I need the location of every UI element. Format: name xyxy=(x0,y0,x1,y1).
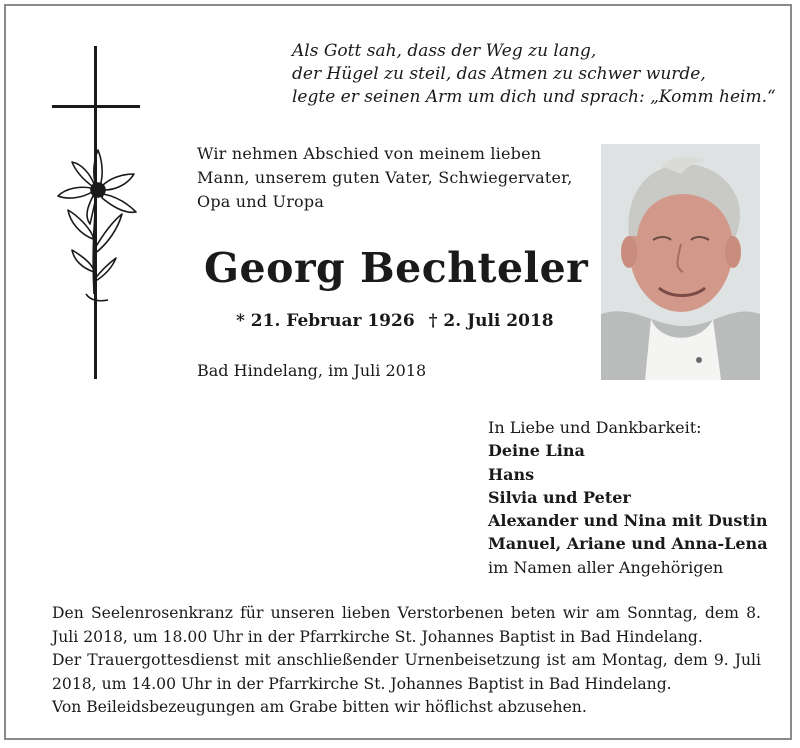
portrait-photo xyxy=(601,144,760,380)
obituary-frame xyxy=(4,4,792,740)
service-notice xyxy=(52,602,761,720)
cross-horizontal-bar xyxy=(52,105,140,108)
mourner-name: Alexander und Nina mit Dustin xyxy=(488,511,768,531)
death-date: † 2. Juli 2018 xyxy=(428,311,554,331)
mourners-list xyxy=(488,416,788,579)
mourner-name: Silvia und Peter xyxy=(488,487,631,507)
mourner-name: Manuel, Ariane und Anna-Lena xyxy=(488,534,768,554)
place-and-date: Bad Hindelang, im Juli 2018 xyxy=(197,361,427,380)
birth-date: * 21. Februar 1926 xyxy=(236,311,415,331)
condolence-notice: Von Beileidsbezeugungen am Grabe bitten wir höflichst abzusehen. xyxy=(52,698,587,717)
farewell-line: Wir nehmen Abschied von meinem lieben xyxy=(197,144,542,163)
mourner-name: Hans xyxy=(488,464,535,484)
poem xyxy=(292,40,776,109)
mourners-intro: In Liebe und Dankbarkeit: xyxy=(488,418,702,437)
rosary-notice: Den Seelenrosenkranz für unseren lieben Verstorbenen beten wir am Sonntag, dem 8. Juli 2018, um 18.00 Uhr in der Pfarrkirche St. Johannes Baptist in Bad Hindelang. xyxy=(52,604,761,646)
farewell-text xyxy=(197,142,583,214)
poem-line: Als Gott sah, dass der Weg zu lang, xyxy=(292,41,597,61)
mourners-closing: im Namen aller Angehörigen xyxy=(488,557,724,577)
life-dates xyxy=(236,311,562,331)
portrait-illustration xyxy=(601,144,760,380)
farewell-line: Mann, unserem guten Vater, Schwiegervater, xyxy=(197,168,573,187)
poem-line: der Hügel zu steil, das Atmen zu schwer wurde, xyxy=(292,64,706,84)
deceased-name: Georg Bechteler xyxy=(204,244,589,292)
funeral-notice: Der Trauergottesdienst mit anschließender Urnenbeisetzung ist am Montag, dem 9. Juli 2018, um 14.00 Uhr in der Pfarrkirche St. Johannes Baptist in Bad Hindelang. xyxy=(52,651,761,693)
mourner-name: Deine Lina xyxy=(488,441,585,461)
poem-line: legte er seinen Arm um dich und sprach: „Komm heim.“ xyxy=(292,87,776,107)
edelweiss-icon xyxy=(46,144,150,316)
farewell-line: Opa und Uropa xyxy=(197,192,325,211)
